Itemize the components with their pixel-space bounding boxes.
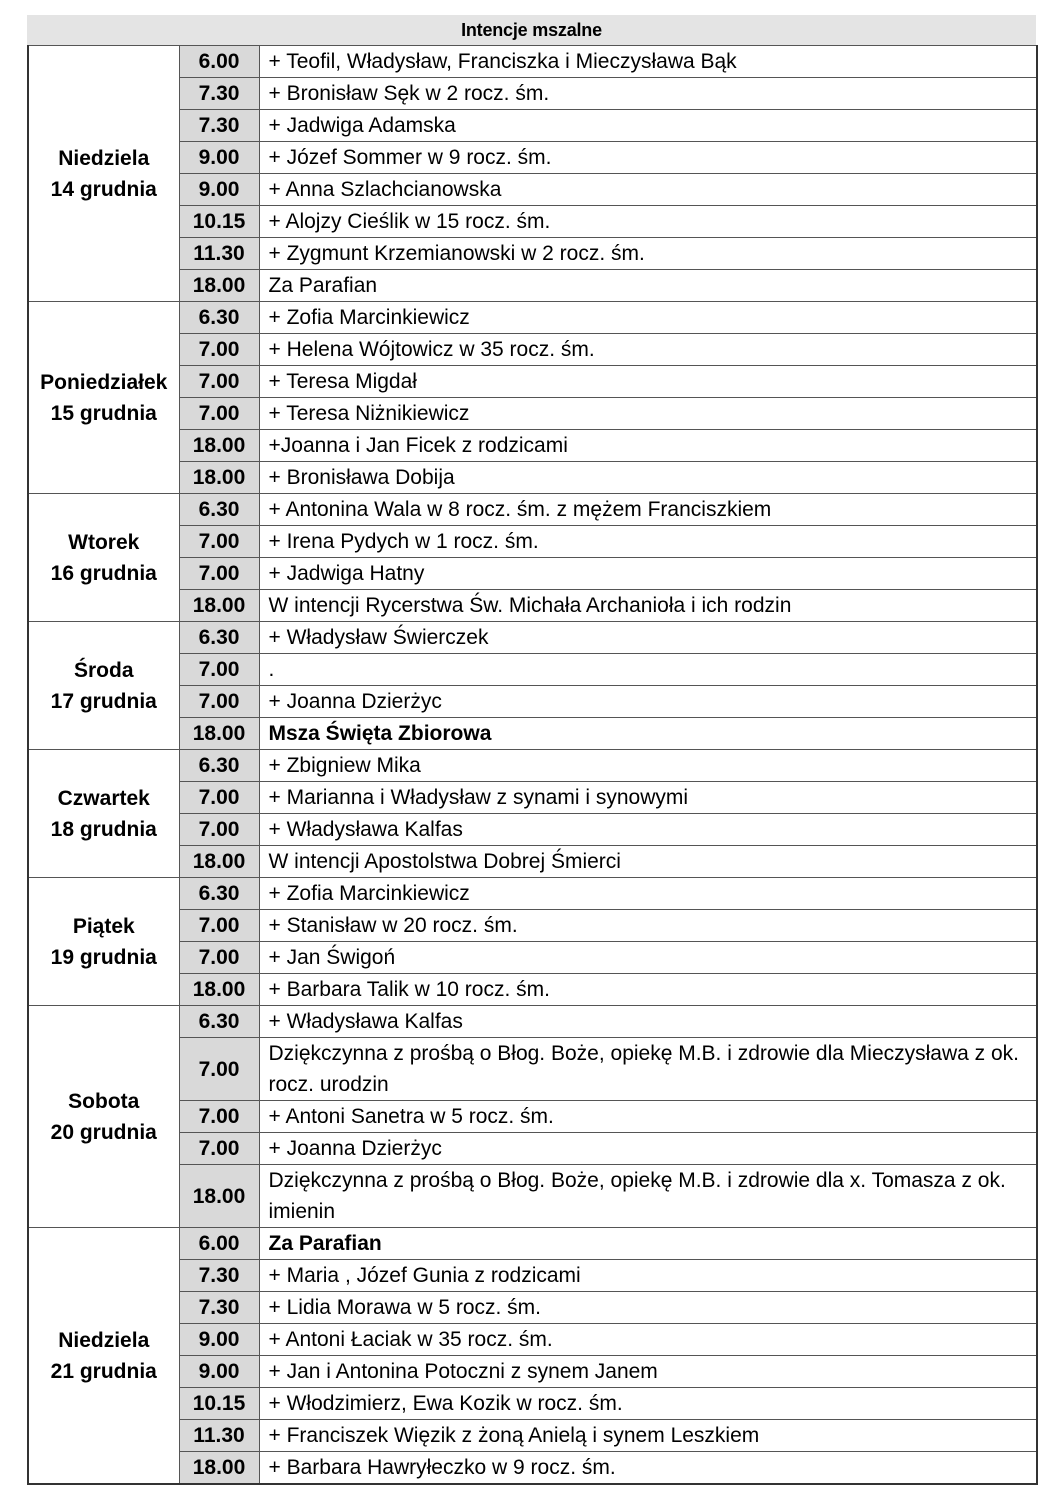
mass-time: 6.00 bbox=[179, 1228, 259, 1260]
mass-time: 7.00 bbox=[179, 686, 259, 718]
mass-intention: + Władysława Kalfas bbox=[259, 814, 1037, 846]
mass-row bbox=[28, 206, 1037, 238]
mass-row bbox=[28, 526, 1037, 558]
mass-row bbox=[28, 590, 1037, 622]
day-name: Wtorek bbox=[68, 530, 140, 554]
mass-row bbox=[28, 718, 1037, 750]
mass-time: 11.30 bbox=[179, 238, 259, 270]
mass-intention: + Stanisław w 20 rocz. śm. bbox=[259, 910, 1037, 942]
mass-row bbox=[28, 782, 1037, 814]
mass-row bbox=[28, 1292, 1037, 1324]
mass-time: 7.00 bbox=[179, 654, 259, 686]
day-name: Niedziela bbox=[58, 146, 150, 170]
day-cell bbox=[28, 622, 179, 750]
mass-time: 7.00 bbox=[179, 558, 259, 590]
mass-intention: + Antoni Sanetra w 5 rocz. śm. bbox=[259, 1101, 1037, 1133]
mass-time: 18.00 bbox=[179, 270, 259, 302]
day-cell bbox=[28, 1228, 179, 1485]
table-body bbox=[28, 46, 1037, 1485]
mass-time: 7.00 bbox=[179, 526, 259, 558]
mass-row bbox=[28, 1420, 1037, 1452]
mass-intentions-table bbox=[27, 45, 1038, 1485]
mass-time: 9.00 bbox=[179, 1324, 259, 1356]
mass-row bbox=[28, 1006, 1037, 1038]
mass-row bbox=[28, 462, 1037, 494]
day-date: 15 grudnia bbox=[50, 401, 157, 425]
mass-time: 7.00 bbox=[179, 398, 259, 430]
mass-row bbox=[28, 494, 1037, 526]
mass-intention: + Włodzimierz, Ewa Kozik w rocz. śm. bbox=[259, 1388, 1037, 1420]
mass-time: 7.30 bbox=[179, 1292, 259, 1324]
mass-time: 9.00 bbox=[179, 142, 259, 174]
mass-row bbox=[28, 654, 1037, 686]
mass-intention: + Bronisław Sęk w 2 rocz. śm. bbox=[259, 78, 1037, 110]
mass-intention: + Zofia Marcinkiewicz bbox=[259, 302, 1037, 334]
mass-time: 18.00 bbox=[179, 1452, 259, 1485]
day-date: 19 grudnia bbox=[50, 945, 157, 969]
mass-intention: + Anna Szlachcianowska bbox=[259, 174, 1037, 206]
mass-intention: + Zofia Marcinkiewicz bbox=[259, 878, 1037, 910]
mass-intention: W intencji Rycerstwa Św. Michała Archanioła i ich rodzin bbox=[259, 590, 1037, 622]
mass-time: 9.00 bbox=[179, 174, 259, 206]
day-name: Czwartek bbox=[57, 786, 150, 810]
mass-intention: Msza Święta Zbiorowa bbox=[259, 718, 1037, 750]
table-title: Intencje mszalne bbox=[27, 15, 1036, 45]
mass-row bbox=[28, 46, 1037, 78]
mass-intentions-document bbox=[27, 15, 1036, 1485]
day-date: 18 grudnia bbox=[50, 817, 157, 841]
mass-row bbox=[28, 1165, 1037, 1228]
mass-row bbox=[28, 398, 1037, 430]
mass-row bbox=[28, 974, 1037, 1006]
mass-intention: + Zygmunt Krzemianowski w 2 rocz. śm. bbox=[259, 238, 1037, 270]
mass-intention: + Józef Sommer w 9 rocz. śm. bbox=[259, 142, 1037, 174]
mass-time: 7.00 bbox=[179, 782, 259, 814]
mass-intention: Za Parafian bbox=[259, 270, 1037, 302]
mass-row bbox=[28, 1228, 1037, 1260]
mass-time: 18.00 bbox=[179, 462, 259, 494]
mass-intention: Za Parafian bbox=[259, 1228, 1037, 1260]
day-date: 21 grudnia bbox=[50, 1359, 157, 1383]
day-cell bbox=[28, 750, 179, 878]
mass-intention: + Antonina Wala w 8 rocz. śm. z mężem Franciszkiem bbox=[259, 494, 1037, 526]
mass-time: 18.00 bbox=[179, 1165, 259, 1228]
mass-intention: Dziękczynna z prośbą o Błog. Boże, opiekę M.B. i zdrowie dla Mieczysława z ok. rocz. urodzin bbox=[259, 1038, 1037, 1101]
mass-time: 10.15 bbox=[179, 206, 259, 238]
mass-row bbox=[28, 1101, 1037, 1133]
mass-intention: + Teresa Migdał bbox=[259, 366, 1037, 398]
day-cell bbox=[28, 878, 179, 1006]
mass-row bbox=[28, 1388, 1037, 1420]
mass-time: 6.30 bbox=[179, 494, 259, 526]
mass-time: 6.30 bbox=[179, 750, 259, 782]
mass-row bbox=[28, 142, 1037, 174]
mass-time: 18.00 bbox=[179, 846, 259, 878]
mass-time: 7.00 bbox=[179, 366, 259, 398]
mass-intention: + Władysława Kalfas bbox=[259, 1006, 1037, 1038]
mass-intention: + Helena Wójtowicz w 35 rocz. śm. bbox=[259, 334, 1037, 366]
mass-row bbox=[28, 334, 1037, 366]
mass-intention: + Marianna i Władysław z synami i synowymi bbox=[259, 782, 1037, 814]
mass-intention: + Barbara Hawryłeczko w 9 rocz. śm. bbox=[259, 1452, 1037, 1485]
mass-row bbox=[28, 1133, 1037, 1165]
mass-time: 6.00 bbox=[179, 46, 259, 78]
mass-row bbox=[28, 1356, 1037, 1388]
mass-row bbox=[28, 238, 1037, 270]
mass-row bbox=[28, 622, 1037, 654]
mass-row bbox=[28, 302, 1037, 334]
mass-intention: + Jan Świgoń bbox=[259, 942, 1037, 974]
mass-intention: W intencji Apostolstwa Dobrej Śmierci bbox=[259, 846, 1037, 878]
mass-row bbox=[28, 270, 1037, 302]
day-date: 16 grudnia bbox=[50, 561, 157, 585]
mass-intention: + Jan i Antonina Potoczni z synem Janem bbox=[259, 1356, 1037, 1388]
day-cell bbox=[28, 46, 179, 302]
day-cell bbox=[28, 494, 179, 622]
mass-intention: + Zbigniew Mika bbox=[259, 750, 1037, 782]
mass-intention: + Maria , Józef Gunia z rodzicami bbox=[259, 1260, 1037, 1292]
mass-row bbox=[28, 814, 1037, 846]
mass-intention: + Władysław Świerczek bbox=[259, 622, 1037, 654]
day-name: Sobota bbox=[68, 1089, 140, 1113]
mass-row bbox=[28, 430, 1037, 462]
mass-row bbox=[28, 558, 1037, 590]
day-name: Poniedziałek bbox=[40, 370, 168, 394]
day-name: Środa bbox=[73, 658, 134, 682]
mass-time: 7.00 bbox=[179, 942, 259, 974]
mass-intention: + Lidia Morawa w 5 rocz. śm. bbox=[259, 1292, 1037, 1324]
mass-time: 9.00 bbox=[179, 1356, 259, 1388]
mass-time: 7.00 bbox=[179, 1101, 259, 1133]
mass-intention: Dziękczynna z prośbą o Błog. Boże, opiekę M.B. i zdrowie dla x. Tomasza z ok. imienin bbox=[259, 1165, 1037, 1228]
mass-row bbox=[28, 910, 1037, 942]
mass-intention: + Joanna Dzierżyc bbox=[259, 1133, 1037, 1165]
mass-time: 7.00 bbox=[179, 1133, 259, 1165]
mass-row bbox=[28, 750, 1037, 782]
day-date: 17 grudnia bbox=[50, 689, 157, 713]
mass-intention: + Irena Pydych w 1 rocz. śm. bbox=[259, 526, 1037, 558]
mass-row bbox=[28, 174, 1037, 206]
day-date: 20 grudnia bbox=[50, 1120, 157, 1144]
mass-row bbox=[28, 1324, 1037, 1356]
mass-row bbox=[28, 686, 1037, 718]
mass-time: 18.00 bbox=[179, 974, 259, 1006]
mass-time: 6.30 bbox=[179, 1006, 259, 1038]
mass-time: 7.30 bbox=[179, 1260, 259, 1292]
mass-time: 7.30 bbox=[179, 78, 259, 110]
mass-time: 7.30 bbox=[179, 110, 259, 142]
mass-intention: + Antoni Łaciak w 35 rocz. śm. bbox=[259, 1324, 1037, 1356]
day-cell bbox=[28, 302, 179, 494]
mass-time: 6.30 bbox=[179, 302, 259, 334]
mass-row bbox=[28, 878, 1037, 910]
mass-row bbox=[28, 1260, 1037, 1292]
mass-time: 7.00 bbox=[179, 1038, 259, 1101]
mass-row bbox=[28, 78, 1037, 110]
mass-time: 6.30 bbox=[179, 622, 259, 654]
mass-time: 18.00 bbox=[179, 590, 259, 622]
mass-intention: + Teresa Niżnikiewicz bbox=[259, 398, 1037, 430]
mass-intention: + Barbara Talik w 10 rocz. śm. bbox=[259, 974, 1037, 1006]
mass-intention: + Franciszek Więzik z żoną Anielą i synem Leszkiem bbox=[259, 1420, 1037, 1452]
mass-row bbox=[28, 942, 1037, 974]
mass-intention: + Jadwiga Hatny bbox=[259, 558, 1037, 590]
mass-row bbox=[28, 1452, 1037, 1485]
mass-intention: + Bronisława Dobija bbox=[259, 462, 1037, 494]
mass-time: 18.00 bbox=[179, 718, 259, 750]
day-name: Niedziela bbox=[58, 1328, 150, 1352]
mass-intention: + Jadwiga Adamska bbox=[259, 110, 1037, 142]
day-date: 14 grudnia bbox=[50, 177, 157, 201]
mass-intention: + Joanna Dzierżyc bbox=[259, 686, 1037, 718]
mass-intention: +Joanna i Jan Ficek z rodzicami bbox=[259, 430, 1037, 462]
mass-time: 10.15 bbox=[179, 1388, 259, 1420]
mass-time: 7.00 bbox=[179, 334, 259, 366]
mass-row bbox=[28, 1038, 1037, 1101]
mass-intention: . bbox=[259, 654, 1037, 686]
mass-row bbox=[28, 110, 1037, 142]
mass-row bbox=[28, 846, 1037, 878]
day-name: Piątek bbox=[72, 914, 135, 938]
mass-time: 11.30 bbox=[179, 1420, 259, 1452]
mass-time: 6.30 bbox=[179, 878, 259, 910]
mass-row bbox=[28, 366, 1037, 398]
mass-intention: + Alojzy Cieślik w 15 rocz. śm. bbox=[259, 206, 1037, 238]
day-cell bbox=[28, 1006, 179, 1228]
mass-time: 7.00 bbox=[179, 910, 259, 942]
mass-time: 7.00 bbox=[179, 814, 259, 846]
mass-time: 18.00 bbox=[179, 430, 259, 462]
mass-intention: + Teofil, Władysław, Franciszka i Mieczysława Bąk bbox=[259, 46, 1037, 78]
